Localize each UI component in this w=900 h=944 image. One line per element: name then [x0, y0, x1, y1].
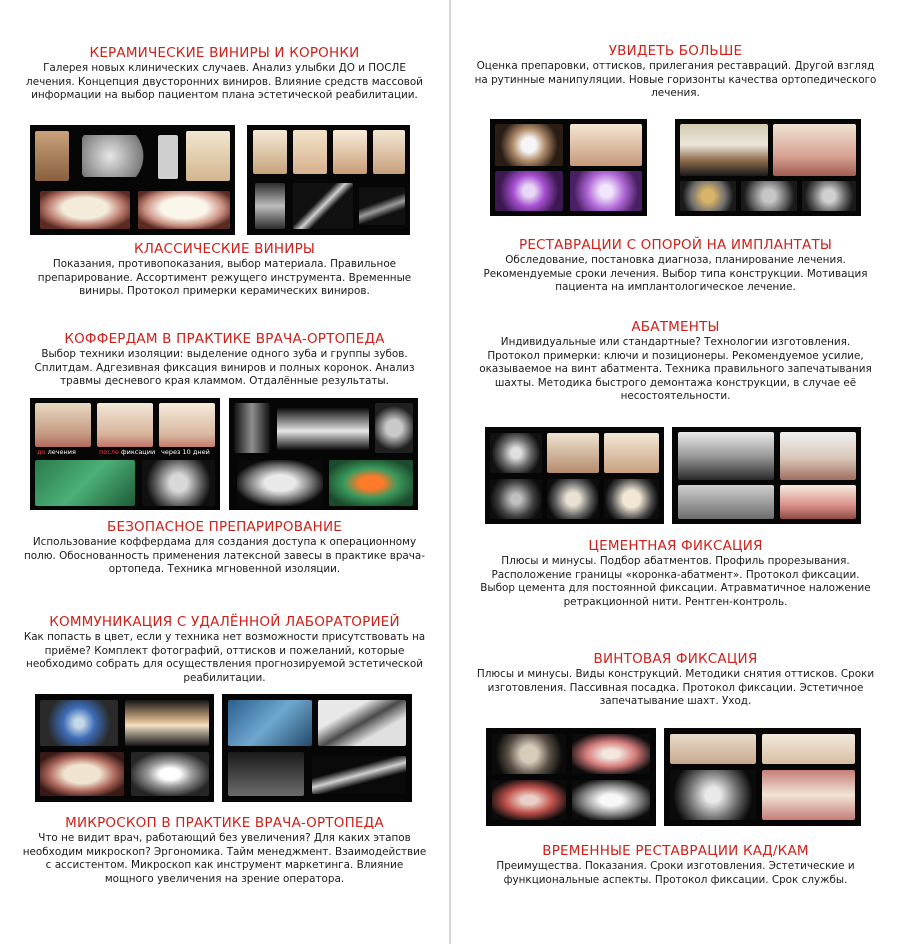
section-cement-fixation: [451, 537, 900, 609]
section-description: Показания, противопоказания, выбор материала. Правильное препарирование. Ассортимент режущего инструмента. Временные виниры. Протокол примерки керамических виниров.: [37, 258, 412, 298]
photo-collage-screw-retained: [486, 728, 656, 826]
section-description: Обследование, постановка диагноза, планирование лечения. Рекомендуемые сроки лечения. Выбор типа конструкции. Мотивация пациента на имплантологическое лечение.: [483, 254, 868, 294]
photo-tile: [293, 183, 353, 229]
photo-tile: [570, 171, 642, 211]
photo-tile: [234, 403, 270, 453]
section-description: Плюсы и минусы. Подбор абатментов. Профиль прорезывания. Расположение границы «коронка-абатмент». Протокол фиксации. Выбор цемента для постоянной фиксации. Атравматичное наложение ретракционной нити. Рентген-контроль.: [480, 555, 871, 608]
section-title: РЕСТАВРАЦИИ С ОПОРОЙ НА ИМПЛАНТАТЫ: [518, 237, 832, 253]
section-description: Преимущества. Показания. Сроки изготовления. Эстетические и функциональные аспекты. Протокол фиксации. Срок службы.: [496, 860, 855, 886]
photo-tile: [547, 479, 599, 519]
section-cad-cam-temporaries: [451, 842, 900, 887]
photo-tile: [492, 734, 566, 774]
photo-tile: [490, 479, 542, 519]
photo-tile: [678, 485, 774, 519]
photo-tile: [293, 130, 327, 174]
photo-tile: [40, 700, 118, 746]
section-title: КОММУНИКАЦИЯ С УДАЛЁННОЙ ЛАБОРАТОРИЕЙ: [49, 614, 400, 630]
photo-tile: [678, 432, 774, 480]
photo-tile: [228, 700, 312, 746]
section-description: Как попасть в цвет, если у техника нет возможности присутствовать на приёме? Комплект фотографий, оттисков и пожеланий, которые необходимо собрать для осуществления прогнозируемой эстетической реабилитации.: [23, 631, 426, 684]
photo-tile: [741, 181, 797, 211]
photo-tile: [547, 433, 599, 473]
photo-tile: [680, 181, 736, 211]
photo-caption-week: через 10 дней: [161, 448, 210, 456]
photo-collage-abutment-models: [672, 427, 861, 524]
section-ceramic-veneers: [0, 44, 449, 103]
section-description: Индивидуальные или стандартные? Технологии изготовления. Протокол примерки: ключи и позиционеры. Рекомендуемое усилие, оказываемое на винт абатмента. Техника правильного запечатывания шахты. Методика быстрого демонтажа конструкции, в случае её несостоятельности.: [479, 336, 872, 403]
photo-tile: [138, 191, 230, 229]
photo-tile: [762, 770, 855, 820]
photo-tile: [186, 131, 230, 181]
photo-tile: [125, 700, 209, 746]
photo-tile: [490, 433, 542, 473]
section-screw-fixation: [451, 650, 900, 709]
section-title: БЕЗОПАСНОЕ ПРЕПАРИРОВАНИЕ: [107, 519, 342, 535]
photo-tile: [158, 135, 178, 179]
section-title: КЛАССИЧЕСКИЕ ВИНИРЫ: [133, 241, 316, 257]
photo-tile: [253, 130, 287, 174]
section-classic-veneers: [0, 240, 449, 299]
section-description: Оценка препаровки, оттисков, прилегания реставраций. Другой взгляд на рутинные манипуляции. Новые горизонты качества ортопедического лечения.: [474, 60, 877, 100]
photo-collage-crown-fit: [675, 119, 861, 216]
photo-tile: [131, 752, 209, 796]
photo-collage-abutments: [485, 427, 664, 524]
photo-tile: [329, 460, 413, 506]
photo-tile: [780, 432, 856, 480]
photo-collage-veneers-before-after: [30, 125, 235, 235]
section-title: АБАТМЕНТЫ: [631, 319, 720, 335]
photo-tile: [97, 403, 153, 447]
photo-tile: [373, 130, 405, 174]
photo-collage-lab-equipment: [222, 694, 412, 802]
photo-tile: [333, 130, 367, 174]
photo-tile: [802, 181, 856, 211]
photo-caption-before: до лечения: [37, 448, 76, 456]
photo-tile: [780, 485, 856, 519]
photo-tile: [82, 135, 152, 177]
photo-tile: [492, 780, 566, 820]
left-page: [0, 0, 449, 944]
photo-collage-rubber-dam-crowns: [229, 398, 418, 510]
photo-tile: [277, 408, 369, 450]
photo-tile: [572, 734, 650, 774]
section-see-more: [451, 42, 900, 101]
photo-collage-rubber-dam-results: [30, 398, 220, 510]
section-safe-preparation: [0, 518, 449, 577]
section-rubber-dam: [0, 330, 449, 389]
photo-collage-magnified-preparations: [490, 119, 647, 216]
photo-collage-screw-prosthesis: [664, 728, 861, 826]
photo-collage-veneer-instruments: [247, 125, 410, 235]
photo-tile: [495, 171, 563, 211]
photo-tile: [255, 183, 285, 229]
photo-tile: [572, 780, 650, 820]
section-remote-lab-communication: [0, 613, 449, 685]
photo-tile: [237, 460, 323, 506]
photo-tile: [40, 752, 124, 796]
photo-tile: [670, 770, 756, 820]
section-title: КОФФЕРДАМ В ПРАКТИКЕ ВРАЧА-ОРТОПЕДА: [64, 331, 385, 347]
photo-tile: [35, 403, 91, 447]
photo-tile: [40, 191, 130, 229]
section-microscope: [0, 814, 449, 886]
photo-tile: [228, 752, 304, 796]
photo-tile: [35, 460, 135, 506]
section-description: Галерея новых клинических случаев. Анализ улыбки ДО и ПОСЛЕ лечения. Концепция двусторонних виниров. Влияние средств массовой информации на выбор пациентом плана эстетической реабилитации.: [26, 62, 423, 102]
photo-tile: [570, 124, 642, 166]
section-abutments: [451, 318, 900, 404]
photo-tile: [359, 187, 405, 225]
section-title: КЕРАМИЧЕСКИЕ ВИНИРЫ И КОРОНКИ: [89, 45, 360, 61]
photo-tile: [159, 403, 215, 447]
photo-collage-lab-communication: [35, 694, 214, 802]
section-description: Использование коффердама для создания доступа к операционному полю. Обоснованность применения латексной завесы в практике врача-ортопеда. Техника мгновенной изоляции.: [23, 536, 426, 576]
section-description: Плюсы и минусы. Виды конструкций. Методики снятия оттисков. Сроки изготовления. Пассивная посадка. Протокол фиксации. Эстетичное запечатывание шахт. Уход.: [476, 668, 875, 708]
photo-tile: [773, 124, 856, 176]
photo-tile: [142, 460, 215, 506]
photo-tile: [604, 433, 659, 473]
section-title: УВИДЕТЬ БОЛЬШЕ: [608, 43, 743, 59]
right-page: [451, 0, 900, 944]
photo-tile: [35, 131, 69, 181]
photo-tile: [604, 479, 659, 519]
section-title: ЦЕМЕНТНАЯ ФИКСАЦИЯ: [588, 538, 763, 554]
photo-tile: [680, 124, 768, 176]
photo-tile: [375, 403, 413, 453]
photo-caption-after: после фиксации: [99, 448, 156, 456]
section-title: ВРЕМЕННЫЕ РЕСТАВРАЦИИ КАД/КАМ: [542, 843, 809, 859]
section-description: Выбор техники изоляции: выделение одного зуба и группы зубов. Сплитдам. Адгезивная фиксация виниров и полных коронок. Анализ травмы десневого края кламмом. Отдалённые результаты.: [34, 348, 415, 388]
section-implant-restorations: [451, 236, 900, 295]
section-description: Что не видит врач, работающий без увеличения? Для каких этапов необходим микроскоп? Эргономика. Тайм менеджмент. Взаимодействие с ассистентом. Микроскоп как инструмент маркетинга. Влияние мощного увеличения на зрение оператора.: [22, 832, 427, 885]
photo-tile: [318, 700, 406, 746]
photo-tile: [312, 756, 406, 794]
photo-tile: [495, 124, 563, 166]
photo-tile: [762, 734, 855, 764]
photo-tile: [670, 734, 756, 764]
section-title: МИКРОСКОП В ПРАКТИКЕ ВРАЧА-ОРТОПЕДА: [65, 815, 384, 831]
section-title: ВИНТОВАЯ ФИКСАЦИЯ: [593, 651, 758, 667]
